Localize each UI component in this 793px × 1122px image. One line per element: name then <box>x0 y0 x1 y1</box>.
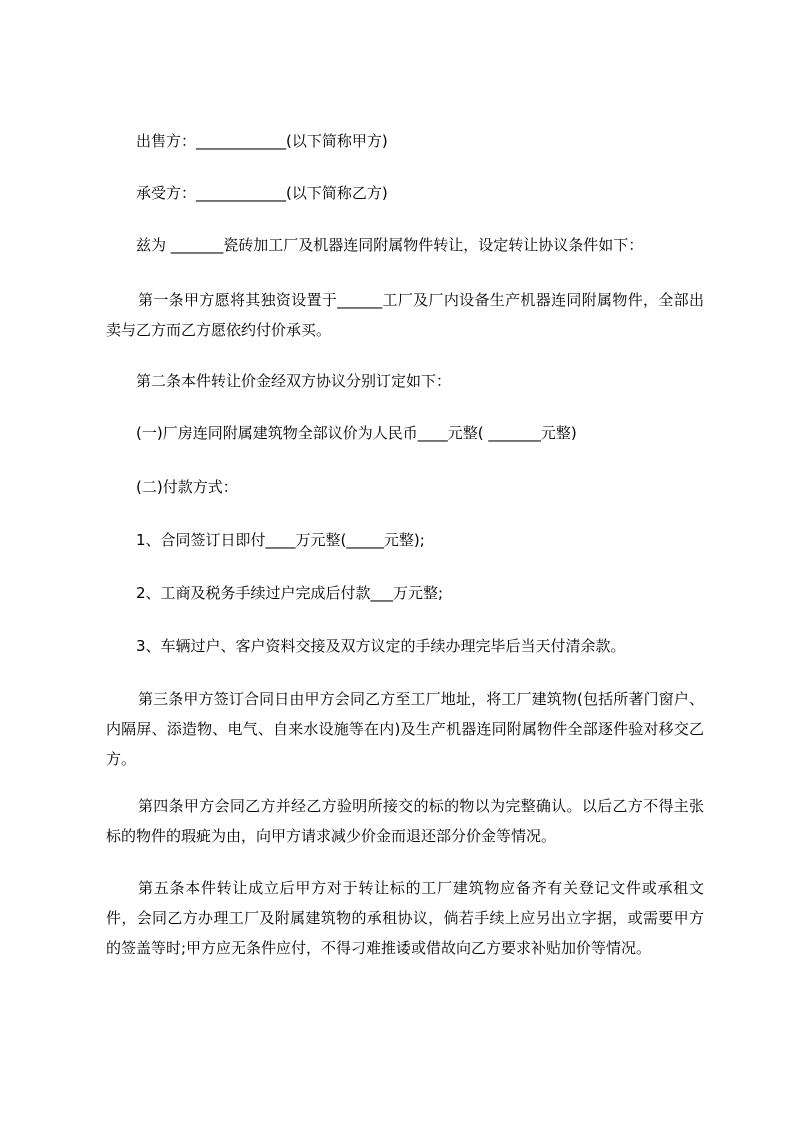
buyer-line: 承受方：____________(以下简称乙方) <box>136 184 388 202</box>
payment-item-3: 3、车辆过户、客户资料交接及双方议定的手续办理完毕后当天付清余款。 <box>136 637 626 655</box>
payment-item-1: 1、合同签订日即付____万元整(_____元整); <box>136 531 425 549</box>
article-2: 第二条本件转让价金经双方协议分别订定如下： <box>136 372 452 390</box>
article-4: 第四条甲方会同乙方并经乙方验明所接交的标的物以为完整确认。以后乙方不得主张标的物件的瑕疵为由，向甲方请求减少价金而退还部分价金等情况。 <box>106 797 704 845</box>
price-item-1: (一)厂房连同附属建筑物全部议价为人民币____元整( _______元整) <box>136 424 577 442</box>
payment-method-heading: (二)付款方式： <box>136 478 238 496</box>
article-1: 第一条甲方愿将其独资设置于______工厂及厂内设备生产机器连同附属物件，全部出卖与乙方而乙方愿依约付价承买。 <box>106 291 704 339</box>
payment-item-2: 2、工商及税务手续过户完成后付款___万元整; <box>136 584 444 602</box>
intro-line: 兹为 _______瓷砖加工厂及机器连同附属物件转让，设定转让协议条件如下： <box>136 236 644 254</box>
article-5: 第五条本件转让成立后甲方对于转让标的工厂建筑物应备齐有关登记文件或承租文件，会同乙方办理工厂及附属建筑物的承租协议，倘若手续上应另出立字据，或需要甲方的签盖等时;甲方应无条件应付，不得刁难推诿或借故向乙方要求补贴加价等情况。 <box>106 879 704 957</box>
seller-line: 出售方：____________(以下简称甲方) <box>136 132 388 150</box>
article-3: 第三条甲方签订合同日由甲方会同乙方至工厂地址，将工厂建筑物(包括所著门窗户、内隔屏、添造物、电气、自来水设施等在内)及生产机器连同附属物件全部逐件验对移交乙方。 <box>106 690 704 768</box>
